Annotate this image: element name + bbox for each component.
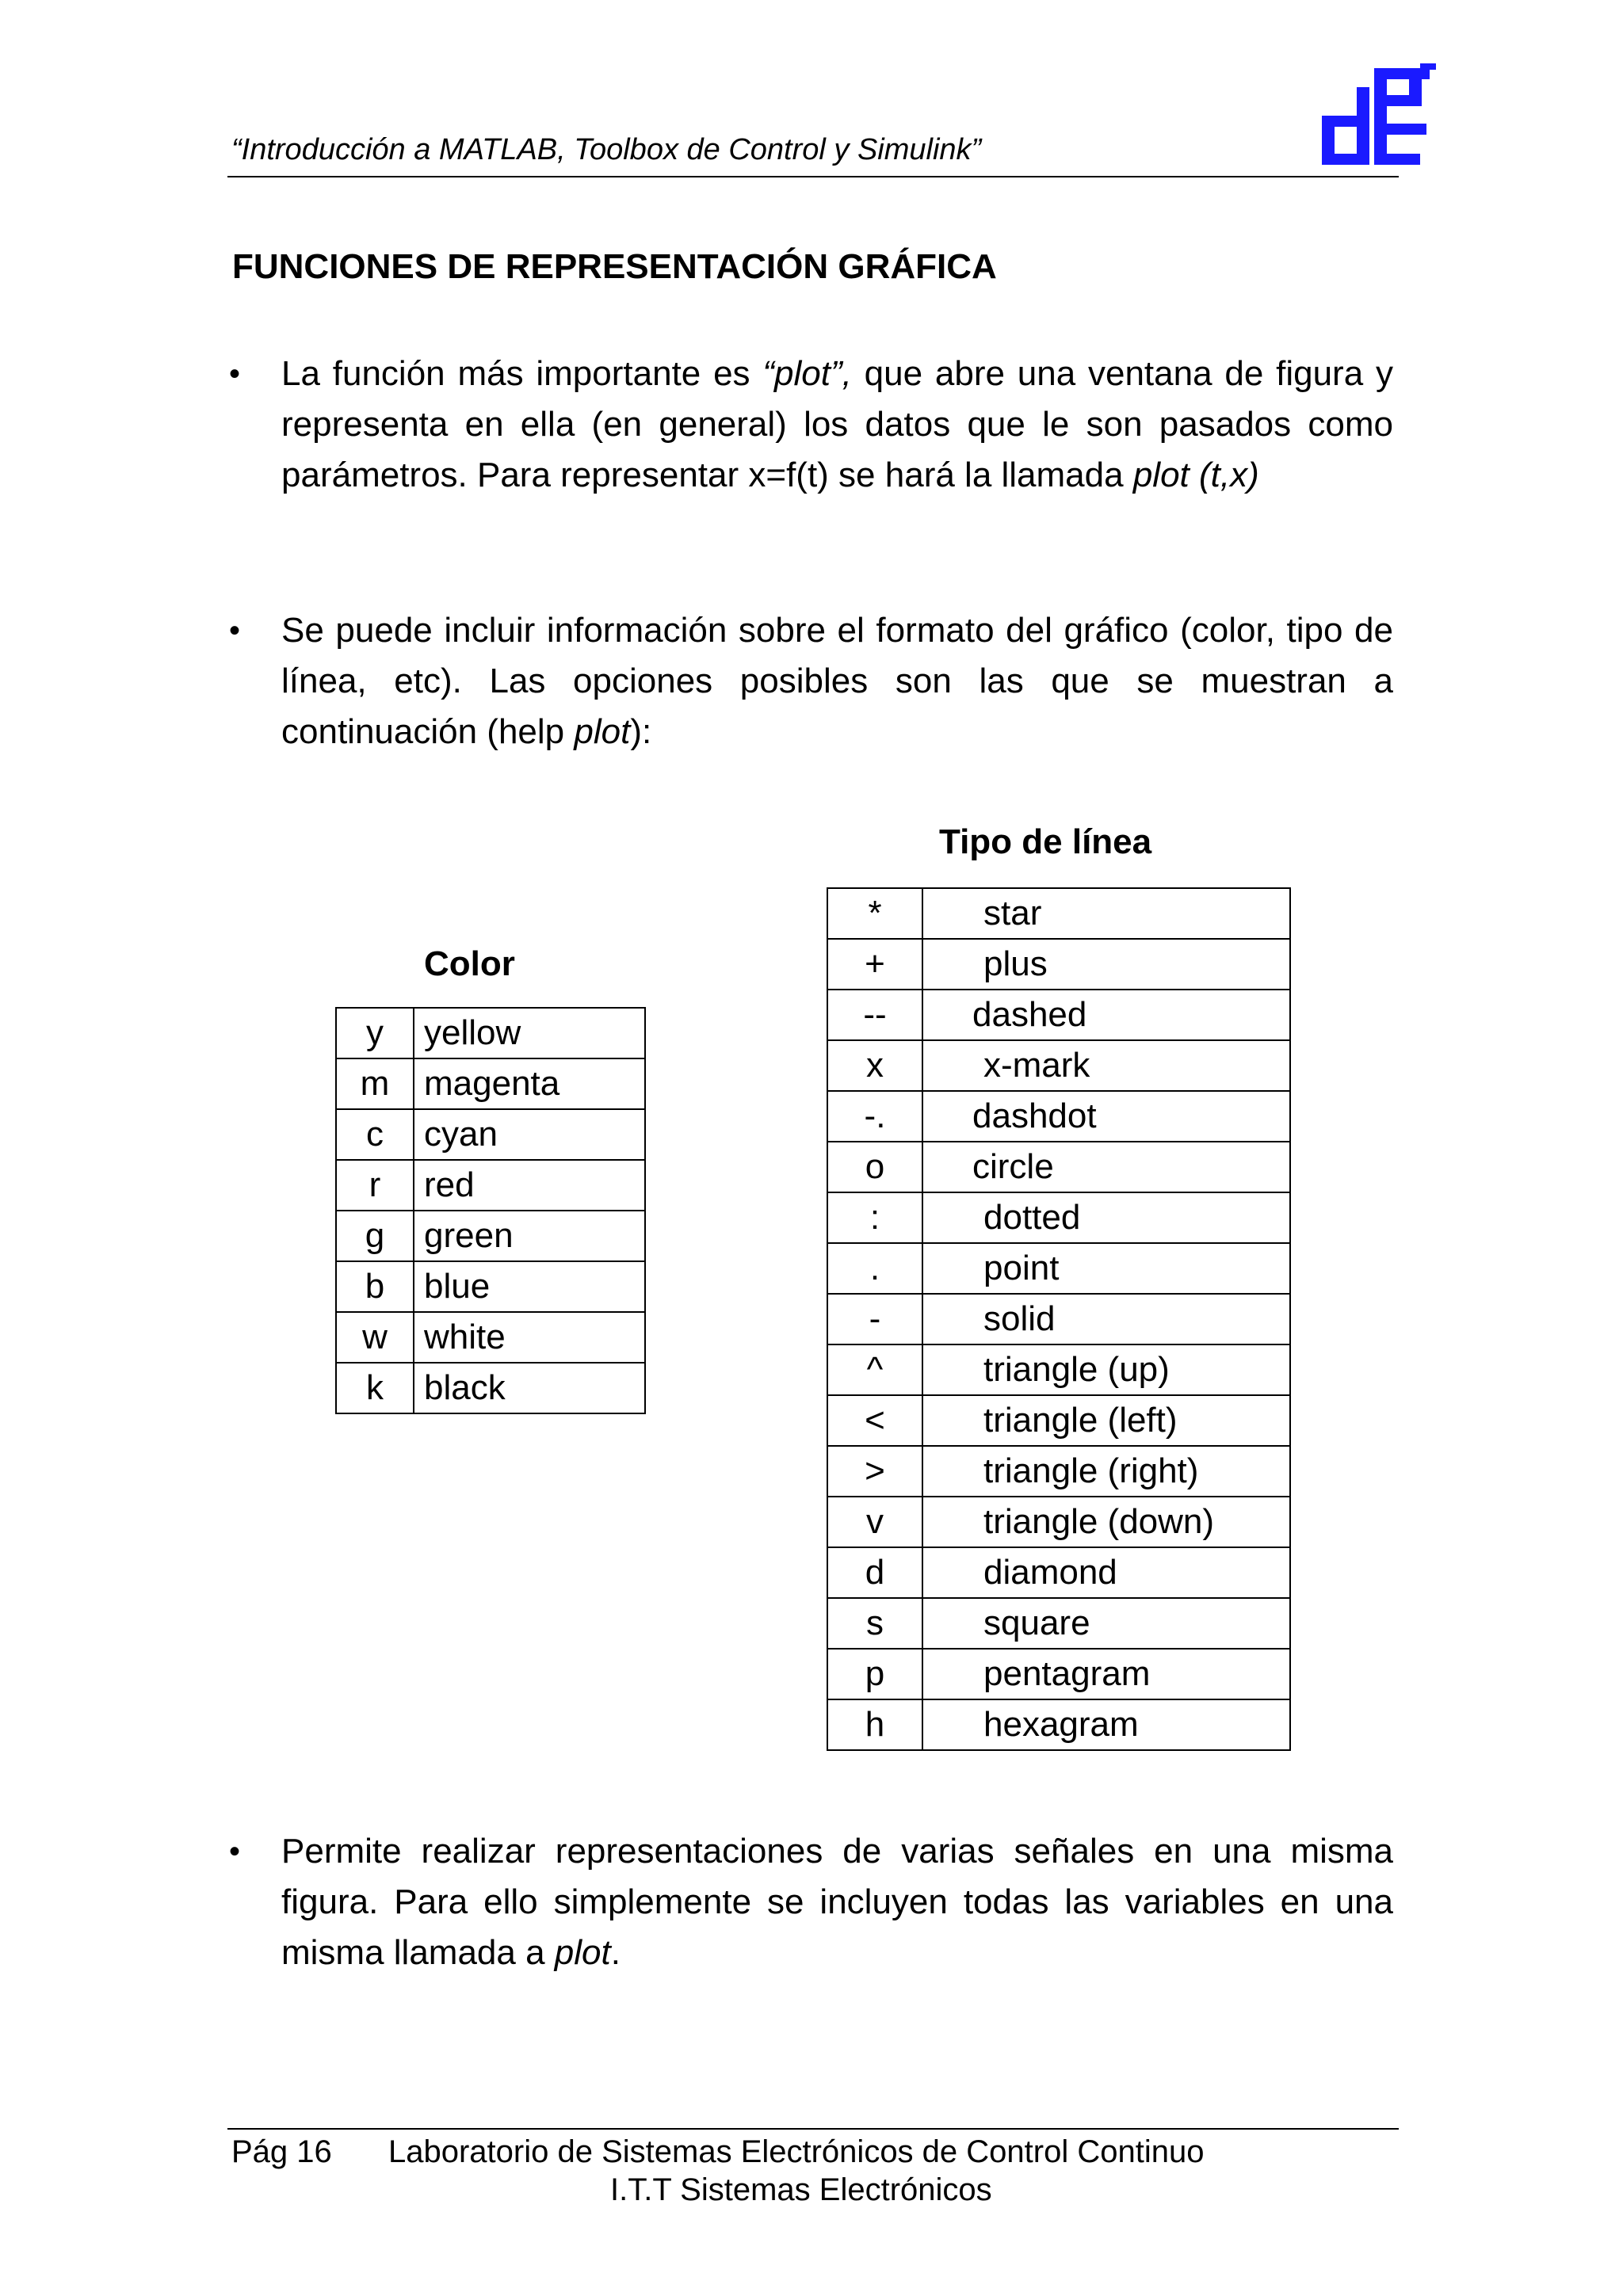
- bullet-paragraph-format-options: [281, 605, 1393, 757]
- bullet-marker: •: [229, 357, 241, 391]
- line-table-row: [827, 1446, 1290, 1497]
- table-cell-value: circle: [922, 1142, 1290, 1192]
- department-logo: [1322, 63, 1441, 174]
- table-cell-key: m: [336, 1058, 414, 1109]
- color-table-row: [336, 1363, 645, 1413]
- line-type-table: [827, 887, 1291, 1751]
- color-table: [335, 1007, 646, 1414]
- table-cell-key: *: [827, 888, 922, 939]
- table-cell-key: >: [827, 1446, 922, 1497]
- table-cell-value: green: [414, 1211, 645, 1261]
- table-cell-key: s: [827, 1598, 922, 1649]
- line-table-row: [827, 1091, 1290, 1142]
- line-table-row: [827, 939, 1290, 990]
- color-table-row: [336, 1261, 645, 1312]
- table-cell-key: g: [336, 1211, 414, 1261]
- table-cell-value: red: [414, 1160, 645, 1211]
- table-cell-value: diamond: [922, 1547, 1290, 1598]
- line-table-row: [827, 990, 1290, 1040]
- footer-page-number: Pág 16: [231, 2134, 332, 2169]
- line-table-row: [827, 1699, 1290, 1750]
- table-cell-key: +: [827, 939, 922, 990]
- color-table-row: [336, 1058, 645, 1109]
- color-table-row: [336, 1312, 645, 1363]
- line-table-row: [827, 1294, 1290, 1344]
- table-cell-key: c: [336, 1109, 414, 1160]
- table-cell-value: point: [922, 1243, 1290, 1294]
- table-cell-value: dashed: [922, 990, 1290, 1040]
- footer-degree: I.T.T Sistemas Electrónicos: [610, 2172, 992, 2207]
- table-cell-key: x: [827, 1040, 922, 1091]
- color-table-title: Color: [424, 944, 515, 983]
- bullet-text: ):: [630, 712, 652, 751]
- table-cell-key: .: [827, 1243, 922, 1294]
- table-cell-key: r: [336, 1160, 414, 1211]
- bullet-marker: •: [229, 613, 241, 648]
- table-cell-value: plus: [922, 939, 1290, 990]
- header-rule: [227, 176, 1399, 177]
- table-cell-value: star: [922, 888, 1290, 939]
- table-cell-value: x-mark: [922, 1040, 1290, 1091]
- table-cell-value: hexagram: [922, 1699, 1290, 1750]
- color-table-row: [336, 1008, 645, 1058]
- line-table-row: [827, 1395, 1290, 1446]
- table-cell-value: cyan: [414, 1109, 645, 1160]
- table-cell-key: h: [827, 1699, 922, 1750]
- color-table-row: [336, 1109, 645, 1160]
- table-cell-key: b: [336, 1261, 414, 1312]
- bullet-text: Permite realizar representaciones de varias señales en una misma figura. Para ello simplemente se incluyen todas las variables en una misma llamada a: [281, 1832, 1393, 1972]
- table-cell-value: white: [414, 1312, 645, 1363]
- line-table-title: Tipo de línea: [939, 822, 1152, 861]
- line-table-row: [827, 888, 1290, 939]
- table-cell-value: triangle (left): [922, 1395, 1290, 1446]
- bullet-text-italic: plot: [554, 1933, 611, 1972]
- line-table-row: [827, 1344, 1290, 1395]
- bullet-text-italic: “plot”,: [762, 354, 852, 393]
- bullet-text: Se puede incluir información sobre el formato del gráfico (color, tipo de línea, etc). Las opciones posibles son las que se muestran a continuación (help: [281, 611, 1393, 751]
- table-cell-key: d: [827, 1547, 922, 1598]
- line-table-row: [827, 1040, 1290, 1091]
- table-cell-value: triangle (down): [922, 1497, 1290, 1547]
- line-table-row: [827, 1192, 1290, 1243]
- footer-rule: [227, 2128, 1399, 2130]
- bullet-text: La función más importante es: [281, 354, 763, 393]
- table-cell-key: v: [827, 1497, 922, 1547]
- table-cell-value: magenta: [414, 1058, 645, 1109]
- table-cell-key: <: [827, 1395, 922, 1446]
- table-cell-key: ^: [827, 1344, 922, 1395]
- table-cell-key: -: [827, 1294, 922, 1344]
- bullet-text: .: [610, 1933, 621, 1972]
- table-cell-value: pentagram: [922, 1649, 1290, 1699]
- table-cell-key: k: [336, 1363, 414, 1413]
- table-cell-key: -.: [827, 1091, 922, 1142]
- table-cell-value: dotted: [922, 1192, 1290, 1243]
- table-cell-key: w: [336, 1312, 414, 1363]
- bullet-text-italic: plot: [574, 712, 631, 751]
- table-cell-key: o: [827, 1142, 922, 1192]
- bullet-text: que abre una ventana de figura y representa en ella (en general) los datos que le son pasados como parámetros. Para representar x=f(t) se hará la llamada: [281, 354, 1393, 494]
- table-cell-value: blue: [414, 1261, 645, 1312]
- table-cell-key: :: [827, 1192, 922, 1243]
- footer-lab-name: Laboratorio de Sistemas Electrónicos de Control Continuo: [388, 2134, 1205, 2169]
- table-cell-value: yellow: [414, 1008, 645, 1058]
- table-cell-value: black: [414, 1363, 645, 1413]
- table-cell-key: p: [827, 1649, 922, 1699]
- document-header-title: “Introducción a MATLAB, Toolbox de Control y Simulink”: [231, 133, 982, 166]
- bullet-text-italic: plot (t,x): [1132, 456, 1259, 494]
- line-table-row: [827, 1598, 1290, 1649]
- bullet-paragraph-multiple-signals: [281, 1826, 1393, 1978]
- table-cell-value: triangle (right): [922, 1446, 1290, 1497]
- table-cell-value: dashdot: [922, 1091, 1290, 1142]
- line-table-row: [827, 1547, 1290, 1598]
- table-cell-key: y: [336, 1008, 414, 1058]
- line-table-row: [827, 1497, 1290, 1547]
- line-table-row: [827, 1649, 1290, 1699]
- bullet-paragraph-plot-intro: [281, 349, 1393, 501]
- line-table-row: [827, 1142, 1290, 1192]
- bullet-marker: •: [229, 1834, 241, 1869]
- table-cell-value: square: [922, 1598, 1290, 1649]
- color-table-row: [336, 1211, 645, 1261]
- color-table-row: [336, 1160, 645, 1211]
- table-cell-key: --: [827, 990, 922, 1040]
- section-title: FUNCIONES DE REPRESENTACIÓN GRÁFICA: [232, 247, 997, 286]
- table-cell-value: solid: [922, 1294, 1290, 1344]
- line-table-row: [827, 1243, 1290, 1294]
- table-cell-value: triangle (up): [922, 1344, 1290, 1395]
